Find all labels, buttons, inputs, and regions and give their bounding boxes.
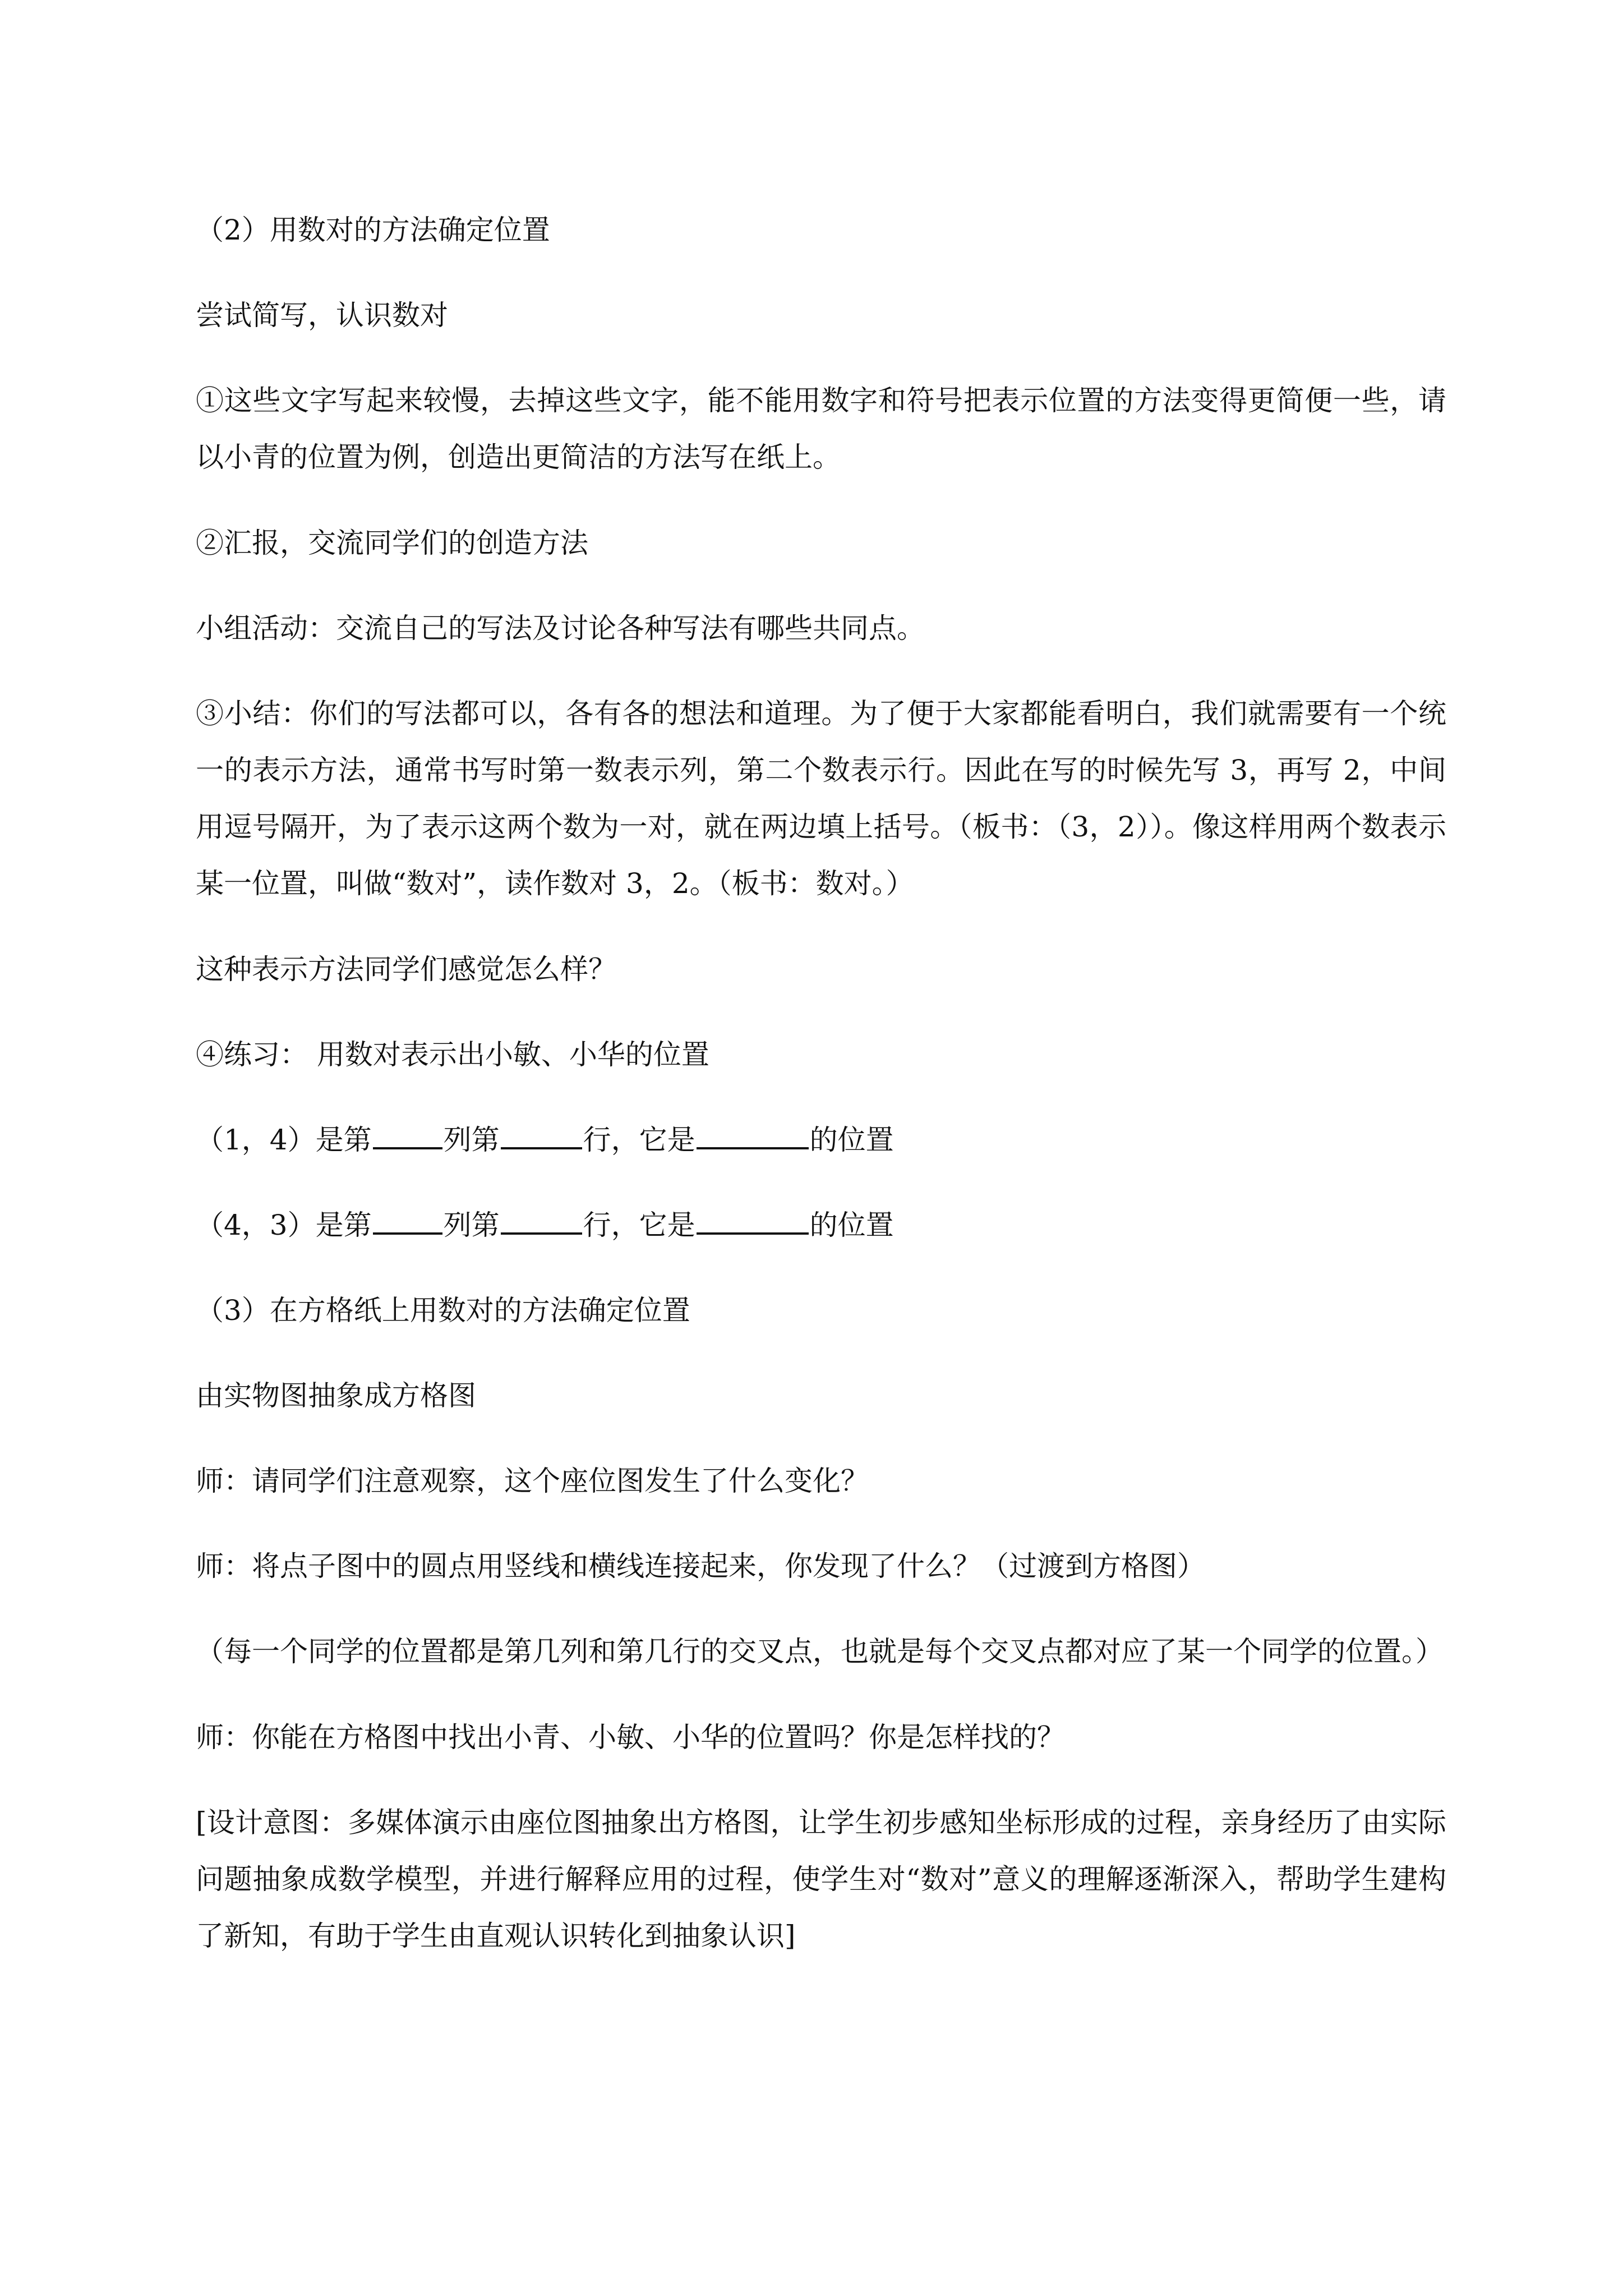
document-body bbox=[196, 202, 1446, 1994]
exercise-text: 是第 bbox=[315, 1209, 372, 1241]
section-heading-3: （3）在方格纸上用数对的方法确定位置 bbox=[196, 1294, 690, 1327]
subheading-abstract-grid: 由实物图抽象成方格图 bbox=[196, 1379, 476, 1412]
answer-blank bbox=[501, 1208, 582, 1235]
exercise-pair: （1，4） bbox=[196, 1124, 316, 1156]
paragraph-intersection-note: （每一个同学的位置都是第几列和第几行的交叉点，也就是每个交叉点都对应了某一个同学的位置。） bbox=[196, 1635, 1444, 1668]
paragraph-design-intent: [设计意图：多媒体演示由座位图抽象出方格图，让学生初步感知坐标形成的过程，亲身经历了由实际问题抽象成数学模型，并进行解释应用的过程，使学生对“数对”意义的理解逐渐深入，帮助学生建构了新知，有助于学生由直观认识转化到抽象认识] bbox=[196, 1806, 1446, 1952]
exercise-text: 列第 bbox=[443, 1124, 500, 1156]
answer-blank bbox=[501, 1122, 582, 1149]
answer-blank bbox=[697, 1122, 809, 1149]
exercise-line-1 bbox=[196, 1112, 1446, 1168]
exercise-pair: （4，3） bbox=[196, 1209, 316, 1241]
subheading-try-shorthand: 尝试简写，认识数对 bbox=[196, 299, 448, 332]
exercise-text: 的位置 bbox=[809, 1209, 894, 1241]
exercise-text: 行，它是 bbox=[583, 1124, 695, 1156]
paragraph-step-4-exercise: ④练习： 用数对表示出小敏、小华的位置 bbox=[196, 1038, 709, 1071]
paragraph-teacher-connect: 师：将点子图中的圆点用竖线和横线连接起来，你发现了什么？（过渡到方格图） bbox=[196, 1550, 1205, 1582]
paragraph-teacher-observe: 师：请同学们注意观察，这个座位图发生了什么变化？ bbox=[196, 1465, 869, 1497]
answer-blank bbox=[697, 1208, 809, 1235]
answer-blank bbox=[373, 1208, 442, 1235]
paragraph-step-1: ①这些文字写起来较慢，去掉这些文字，能不能用数字和符号把表示位置的方法变得更简便一些，请以小青的位置为例，创造出更简洁的方法写在纸上。 bbox=[196, 384, 1446, 473]
paragraph-step-3-summary: ③小结：你们的写法都可以，各有各的想法和道理。为了便于大家都能看明白，我们就需要有一个统一的表示方法，通常书写时第一数表示列，第二个数表示行。因此在写的时候先写 3，再写 2，中间用逗号隔开，为了表示这两个数为一对，就在两边填上括号。（板书：（3，2））。像这样用两个数表示某一位置，叫做“数对”，读作数对 3，2。（板书：数对。） bbox=[196, 697, 1446, 900]
exercise-line-2 bbox=[196, 1197, 1446, 1253]
paragraph-teacher-find: 师：你能在方格图中找出小青、小敏、小华的位置吗？你是怎样找的？ bbox=[196, 1721, 1065, 1754]
paragraph-group-activity: 小组活动：交流自己的写法及讨论各种写法有哪些共同点。 bbox=[196, 612, 925, 645]
paragraph-feeling-question: 这种表示方法同学们感觉怎么样？ bbox=[196, 953, 616, 986]
exercise-text: 的位置 bbox=[809, 1124, 894, 1156]
exercise-text: 是第 bbox=[315, 1124, 372, 1156]
exercise-text: 列第 bbox=[443, 1209, 500, 1241]
answer-blank bbox=[373, 1122, 442, 1149]
exercise-text: 行，它是 bbox=[583, 1209, 695, 1241]
paragraph-step-2: ②汇报，交流同学们的创造方法 bbox=[196, 527, 588, 559]
section-heading-2: （2）用数对的方法确定位置 bbox=[196, 214, 550, 246]
